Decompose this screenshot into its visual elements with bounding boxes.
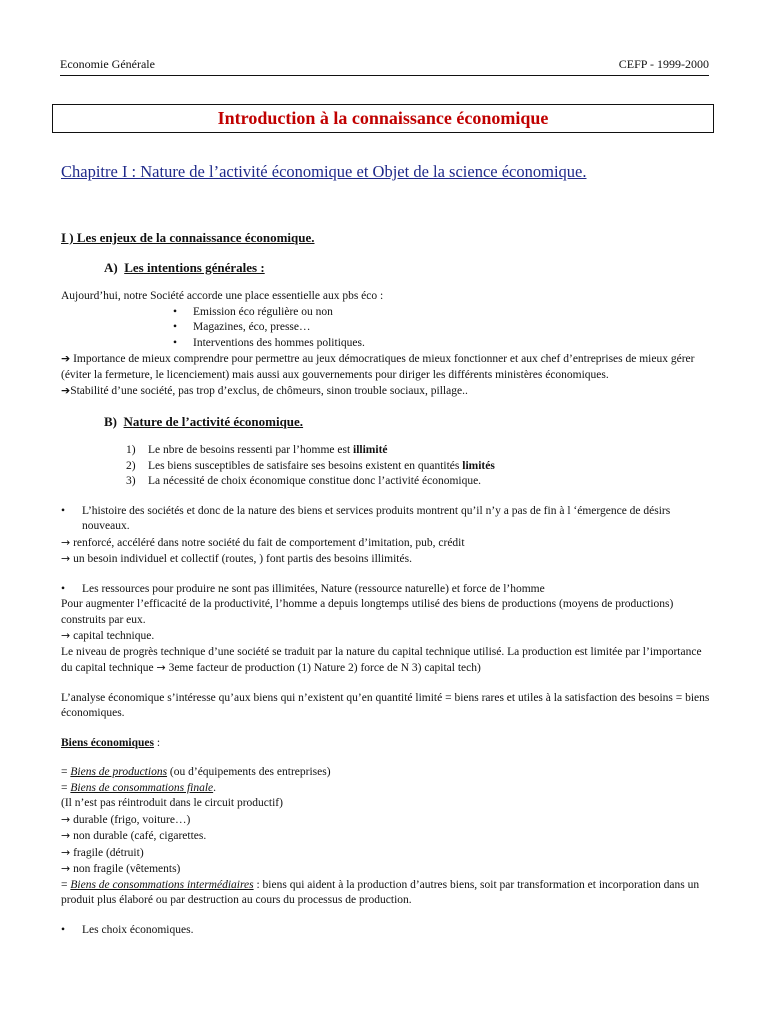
biens-heading: Biens économiques : (61, 736, 161, 749)
arrow-paragraph: → non durable (café, cigarettes. (61, 829, 207, 842)
document-body (61, 230, 713, 938)
intro-paragraph: Aujourd’hui, notre Société accorde une place essentielle aux pbs éco : (61, 290, 384, 302)
arrow-paragraph: → durable (frigo, voiture…) (61, 812, 191, 826)
list-item: • Interventions des hommes politiques. (193, 336, 713, 352)
paragraph: = Biens de productions (ou d’équipements des entreprises) (61, 766, 331, 778)
arrow-paragraph: → un besoin individuel et collectif (routes, ) font partis des besoins illimités. (61, 552, 412, 565)
arrow-icon: ➔ (61, 352, 71, 365)
subsection-a-heading (104, 260, 713, 276)
header-year: CEFP - 1999-2000 (618, 57, 709, 71)
arrow-text: Importance de mieux comprendre pour permettre au jeux démocratiques de mieux fonctionner et aux chef d’entreprises de mieux gérer (éviter la fermeture, le licenciement) mais aussi aux gouvernements pour diriger les différents ministères économiques. (61, 353, 695, 381)
list-item: 1) Le nbre de besoins ressenti par l’homme est illimité (126, 444, 388, 456)
chapter-title: Chapitre I : Nature de l’activité économique et Objet de la science économique. (61, 162, 587, 181)
list-item: • Magazines, éco, presse… (193, 320, 713, 336)
subsection-letter: B) (104, 413, 117, 429)
list-item: • L’histoire des sociétés et donc de la nature des biens et services produits montrent qu’il n’y a pas de fin à l ‘émergence de désirs nouveaux. (82, 504, 713, 535)
list-item: 3) La nécessité de choix économique constitue donc l’activité économique. (126, 475, 482, 487)
list-item: 2) Les biens susceptibles de satisfaire ses besoins existent en quantités limités (126, 459, 495, 472)
list-item: • Les ressources pour produire ne sont pas illimitées, Nature (ressource naturelle) et force de l’homme (82, 582, 713, 598)
bullet-list (61, 923, 713, 939)
list-item: • Les choix économiques. (82, 923, 713, 939)
subsection-label: Les intentions générales : (124, 259, 265, 275)
bullet-list (61, 305, 713, 352)
arrow-paragraph: → non fragile (vêtements) (61, 862, 181, 875)
subsection-label: Nature de l’activité économique. (123, 413, 304, 429)
subsection-letter: A) (104, 259, 118, 275)
document-title: Introduction à la connaissance économique (52, 104, 714, 133)
arrow-icon: → (156, 661, 166, 674)
header-course: Economie Générale (60, 57, 155, 71)
paragraph: (Il n’est pas réintroduit dans le circuit productif) (61, 797, 283, 809)
list-item: • Emission éco régulière ou non (193, 305, 713, 321)
numbered-list (61, 443, 713, 490)
arrow-icon: → (61, 812, 71, 826)
page-header (60, 57, 709, 76)
arrow-icon: → (61, 629, 71, 642)
arrow-icon: → (61, 552, 71, 565)
arrow-icon: ➔ (61, 384, 71, 397)
paragraph: Le niveau de progrès technique d’une société se traduit par la nature du capital technique utilisé. La production est limitée par l’importance du capital technique → 3eme facteur de production (1) Nature 2) force de N 3) capital tech) (61, 645, 702, 674)
arrow-paragraph: → fragile (détruit) (61, 845, 144, 859)
arrow-icon: → (61, 829, 71, 842)
arrow-icon: → (61, 845, 71, 859)
subsection-b-heading (104, 414, 713, 430)
arrow-paragraph (61, 351, 713, 383)
paragraph: Pour augmenter l’efficacité de la productivité, l’homme a depuis longtemps utilisé des biens de productions (moyens de productions) construits par eux. (61, 598, 674, 626)
arrow-paragraph: → renforcé, accéléré dans notre société du fait de comportement d’imitation, pub, crédit (61, 535, 465, 549)
arrow-icon: → (61, 535, 71, 549)
arrow-text: Stabilité d’une société, pas trop d’exclus, de chômeurs, sinon trouble sociaux, pillage.. (70, 385, 468, 397)
bullet-list (61, 504, 713, 535)
arrow-paragraph: → capital technique. (61, 629, 155, 642)
section-heading: I ) Les enjeux de la connaissance économique. (61, 230, 315, 245)
bullet-list (61, 582, 713, 598)
paragraph: L’analyse économique s’intéresse qu’aux biens qui n’existent qu’en quantité limité = biens rares et utiles à la satisfaction des besoins = biens économiques. (61, 691, 710, 719)
paragraph: = Biens de consommations finale. (61, 781, 217, 794)
arrow-icon: → (61, 862, 71, 875)
arrow-paragraph (61, 383, 713, 400)
paragraph: = Biens de consommations intermédiaires : biens qui aident à la production d’autres biens, soit par transformation et incorporation dans un produit plus élaboré ou par destruction au cours du processus de production. (61, 878, 700, 906)
